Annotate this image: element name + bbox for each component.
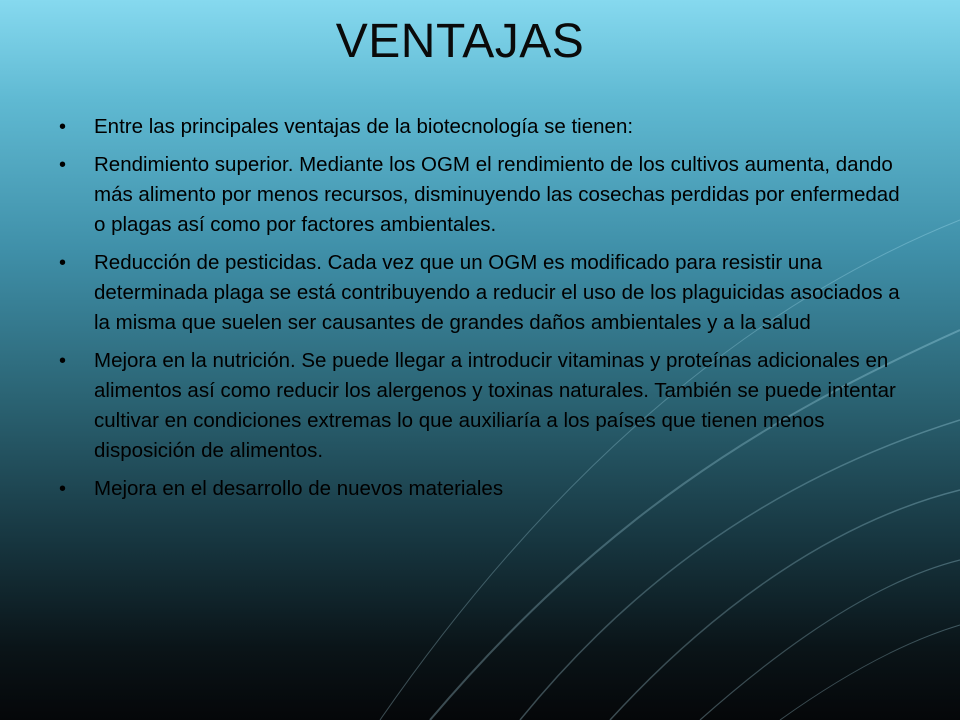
bullet-item xyxy=(56,474,908,504)
bullet-item xyxy=(56,112,908,142)
bullet-text: Rendimiento superior. Mediante los OGM el rendimiento de los cultivos aumenta, dando más alimento por menos recursos, disminuyendo las cosechas perdidas por enfermedad o plagas así como por factores ambientales. xyxy=(94,153,900,236)
bullet-icon: • xyxy=(59,252,67,274)
bullet-text: Entre las principales ventajas de la biotecnología se tienen: xyxy=(94,115,634,138)
bullet-item xyxy=(56,248,908,338)
bullet-icon: • xyxy=(59,350,67,372)
bullet-item xyxy=(56,346,908,466)
bullet-icon: • xyxy=(59,154,67,176)
bullet-item xyxy=(56,150,908,240)
bullet-list xyxy=(56,112,908,512)
bullet-text: Mejora en la nutrición. Se puede llegar a introducir vitaminas y proteínas adicionales en alimentos así como reducir los alergenos y toxinas naturales. También se puede intentar cultivar en condiciones extremas lo que auxiliaría a los países que tienen menos disposición de alimentos. xyxy=(94,349,896,462)
bullet-icon: • xyxy=(59,116,67,138)
bullet-text: Reducción de pesticidas. Cada vez que un OGM es modificado para resistir una determinada plaga se está contribuyendo a reducir el uso de los plaguicidas asociados a la misma que suelen ser causantes de grandes daños ambientales y a la salud xyxy=(94,251,900,334)
bullet-text: Mejora en el desarrollo de nuevos materiales xyxy=(94,477,504,500)
bullet-icon: • xyxy=(59,478,67,500)
slide-title: VENTAJAS xyxy=(335,15,585,68)
